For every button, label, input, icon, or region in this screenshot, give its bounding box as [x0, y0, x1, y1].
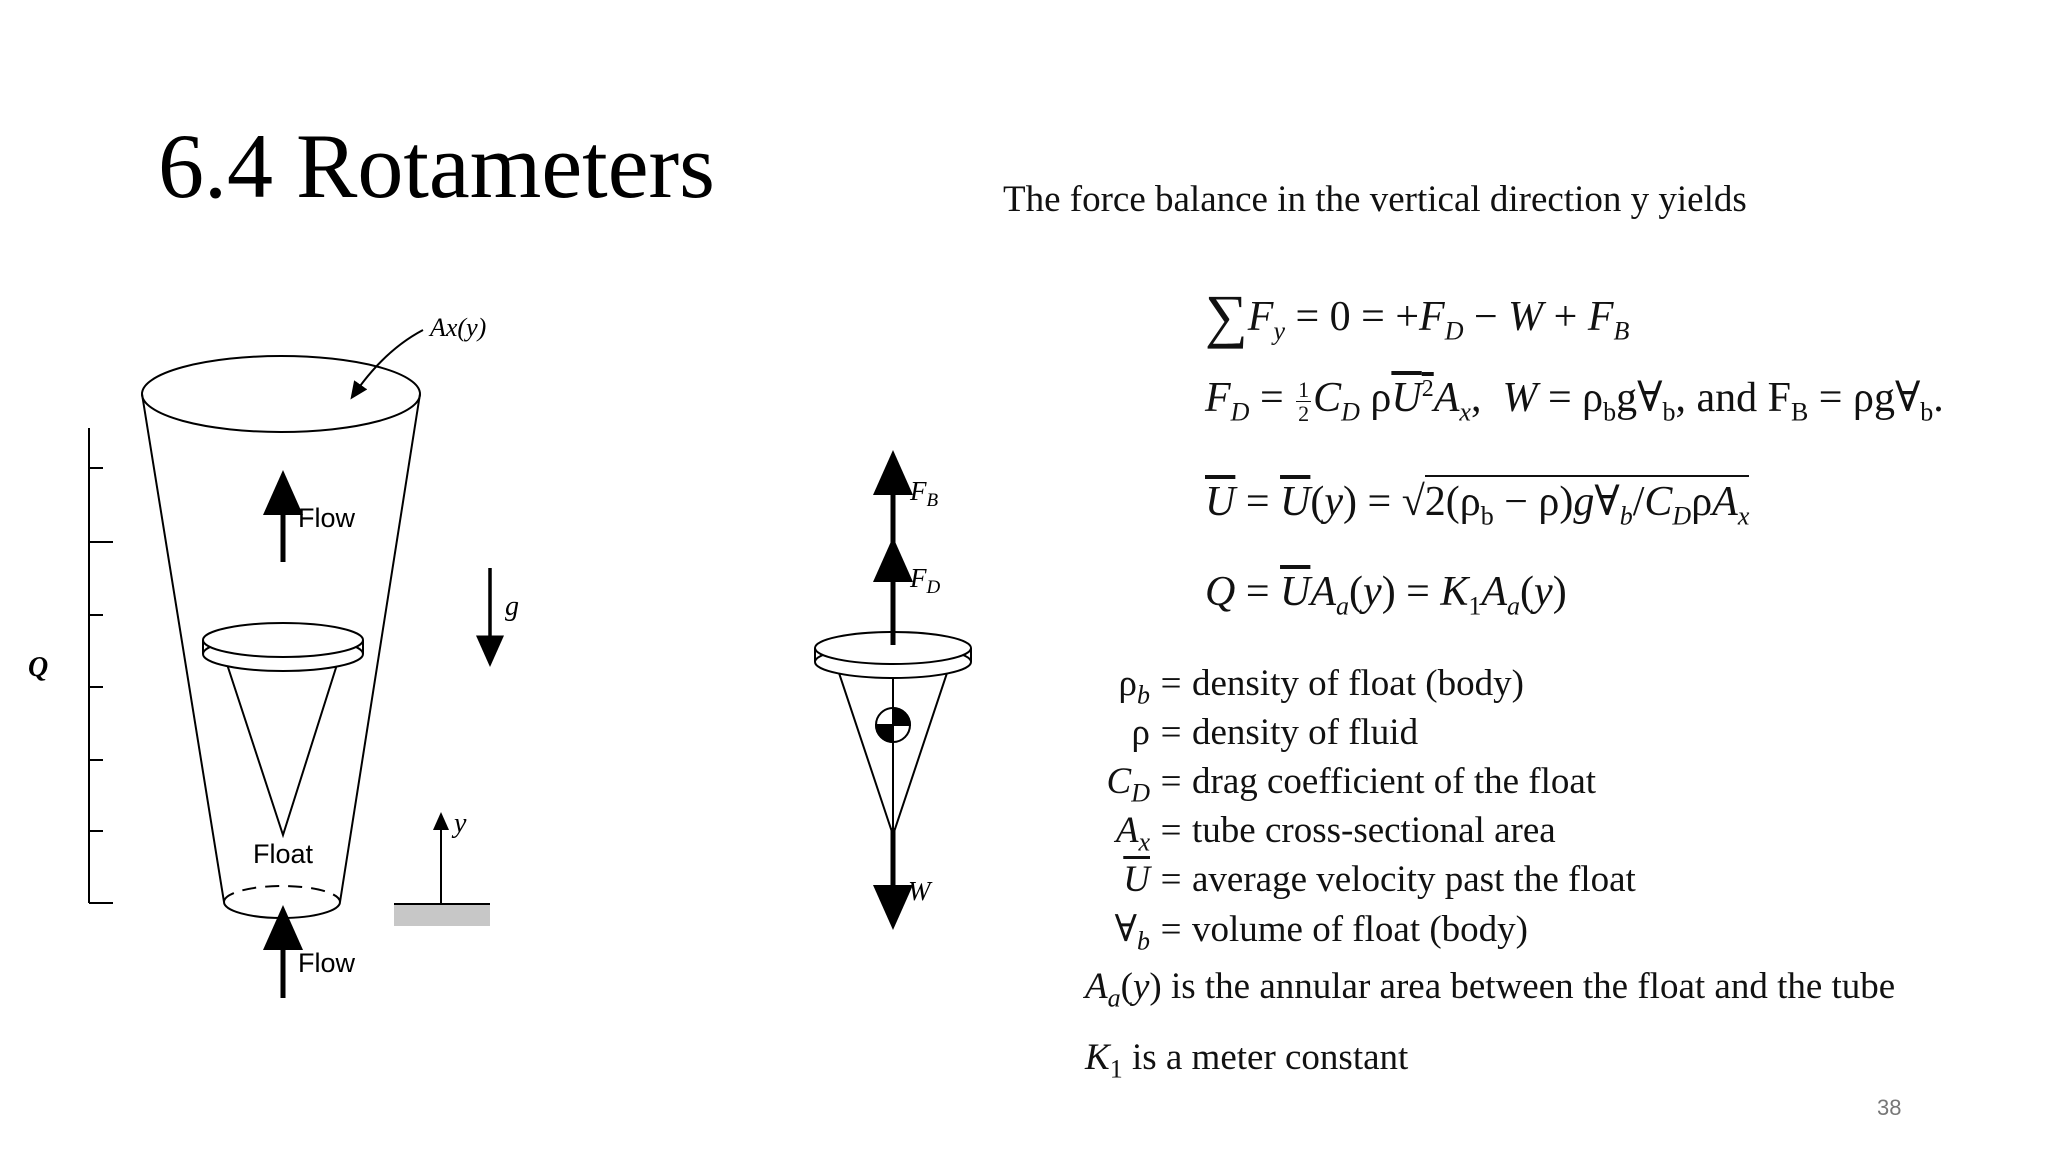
definition-item: ρ = density of fluid — [1000, 711, 2000, 754]
definition-text: tube cross-sectional area — [1192, 810, 1556, 851]
definition-item: $\overline{U}$ = average velocity past the float — [1000, 858, 2000, 901]
annular-area-text: is the annular area between the float and the tube — [1170, 966, 1896, 1007]
definition-text: density of fluid — [1192, 712, 1419, 753]
definition-symbol: $\overline{U}$ — [1123, 859, 1150, 900]
gravity-label: g — [505, 591, 519, 622]
meter-constant-text: is a meter constant — [1131, 1037, 1409, 1078]
drag-force-label: $F_D$ — [910, 563, 941, 598]
definition-text: drag coefficient of the float — [1192, 761, 1597, 802]
intro-text: The force balance in the vertical direction y yields — [1003, 179, 1747, 220]
definition-item: $\rho_b$ = density of float (body) — [1000, 662, 2000, 710]
page-title: 6.4 Rotameters — [158, 115, 715, 217]
float-label: Float — [253, 839, 314, 869]
definition-item: $A_x$ = tube cross-sectional area — [1000, 809, 2000, 857]
float-in-tube — [203, 623, 363, 835]
flow-rate-label: Q — [28, 652, 49, 683]
definition-symbol: $A_x$ — [1115, 810, 1150, 857]
area-pointer-arrow — [355, 330, 423, 393]
definition-text: density of float (body) — [1192, 663, 1524, 704]
scale-bar — [89, 428, 113, 903]
definition-item: $C_D$ = drag coefficient of the float — [1000, 760, 2000, 808]
page-number: 38 — [1877, 1095, 1902, 1120]
area-label: Ax(y) — [430, 313, 487, 342]
buoyancy-force-label: $F_B$ — [910, 476, 939, 511]
flow-label-top: Flow — [298, 503, 356, 533]
weight-force-label: W — [908, 876, 931, 906]
annular-area-note: $A_a(y)$ is the annular area between the float and the tube — [1085, 966, 1896, 1013]
definition-symbol: $\forall_b$ — [1114, 909, 1150, 956]
equation-forces: $F_D$ = $\frac{1}{2}$ $C_D$ $\rho U^2A_x$, $W = \rho_bg\forall_b$, and $F_B$ = $\rho g\forall_b$. — [1205, 375, 1944, 427]
y-axis-label: y — [454, 808, 467, 839]
definition-item: $\forall_b$ = volume of float (body) — [1000, 907, 2000, 956]
meter-constant-note: $K_1$ is a meter constant — [1085, 1037, 1409, 1084]
definition-text: volume of float (body) — [1192, 909, 1528, 950]
equation-flow-rate: $Q = \overline{U}A_a(y) = K_1A_a(y)$ — [1205, 569, 1567, 621]
equation-velocity: $\overline{U} = \overline{U}(y) = √2(\rho_b$ − $\rho)g\forall_b/C_D\rho A_x$ — [1205, 476, 1749, 531]
center-of-gravity-icon — [876, 708, 910, 742]
rotameter-diagram — [0, 280, 1000, 1020]
definition-symbol: $C_D$ — [1106, 761, 1150, 808]
y-axis-reference — [394, 820, 490, 926]
flow-label-bottom: Flow — [298, 948, 356, 978]
equation-force-sum: $\sum F_y = 0 = +F_D - W + F_B$ — [1205, 283, 1630, 349]
definition-symbol: $\rho_b$ — [1118, 663, 1150, 710]
definition-symbol: ρ — [1131, 712, 1150, 753]
definition-text: average velocity past the float — [1192, 859, 1636, 900]
